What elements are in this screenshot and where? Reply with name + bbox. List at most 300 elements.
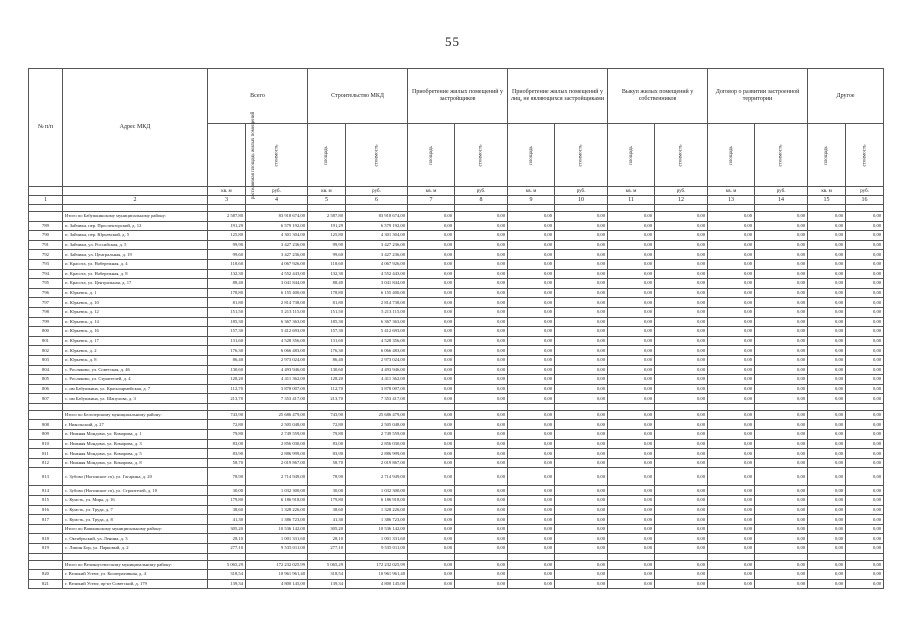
address-cell: п. Юрьевск, д. 10 xyxy=(63,298,208,308)
value-cell: 0,00 xyxy=(808,355,846,365)
value-cell: 0,00 xyxy=(808,458,846,468)
value-cell: 0,00 xyxy=(508,486,555,496)
value-cell: 0,00 xyxy=(755,298,808,308)
value-cell: 0,00 xyxy=(808,394,846,404)
value-cell: 41,30 xyxy=(208,515,246,525)
value-cell: 0,00 xyxy=(755,327,808,337)
column-number-row xyxy=(29,196,884,205)
value-cell: 0,00 xyxy=(408,468,455,486)
value-cell: 0,00 xyxy=(508,394,555,404)
value-cell: 7 353 417,00 xyxy=(246,394,308,404)
unit-area: кв. м xyxy=(408,187,455,196)
value-cell: 0,00 xyxy=(455,221,508,231)
value-cell: 0,00 xyxy=(808,221,846,231)
row-number: 804 xyxy=(29,365,63,375)
table-row xyxy=(29,327,884,337)
value-cell: 0,00 xyxy=(608,449,655,459)
value-cell: 0,00 xyxy=(455,259,508,269)
value-cell: 0,00 xyxy=(755,524,808,534)
value-cell: 0,00 xyxy=(755,420,808,430)
value-cell: 6 155 400,00 xyxy=(246,288,308,298)
address-cell: с. Кумсть, ул. Мира, д. 16 xyxy=(63,496,208,506)
empty-cell xyxy=(555,205,608,212)
value-cell: 0,00 xyxy=(655,560,708,570)
value-cell: 0,00 xyxy=(755,384,808,394)
value-cell: 172 232 025,99 xyxy=(246,560,308,570)
value-cell: 9 535 011,00 xyxy=(346,544,408,554)
value-cell: 0,00 xyxy=(508,375,555,385)
table-row xyxy=(29,458,884,468)
value-cell: 0,00 xyxy=(708,231,755,241)
value-cell: 72,80 xyxy=(208,420,246,430)
value-cell: 0,00 xyxy=(455,375,508,385)
value-cell: 0,00 xyxy=(608,355,655,365)
value-cell: 3 427 236,00 xyxy=(346,250,408,260)
table-row xyxy=(29,259,884,269)
value-cell: 0,00 xyxy=(846,212,884,222)
value-cell: 99,60 xyxy=(308,250,346,260)
unit-money: руб. xyxy=(455,187,508,196)
value-cell: 0,00 xyxy=(655,259,708,269)
value-cell: 0,00 xyxy=(608,288,655,298)
value-cell: 0,00 xyxy=(408,486,455,496)
value-cell: 0,00 xyxy=(508,231,555,241)
value-cell: 0,00 xyxy=(708,439,755,449)
value-cell: 0,00 xyxy=(455,560,508,570)
empty-cell xyxy=(655,553,708,560)
value-cell: 0,00 xyxy=(508,410,555,420)
value-cell: 0,00 xyxy=(508,250,555,260)
value-cell: 0,00 xyxy=(455,365,508,375)
value-cell: 0,00 xyxy=(846,221,884,231)
value-cell: 0,00 xyxy=(655,458,708,468)
value-cell: 4 800 145,00 xyxy=(346,579,408,589)
value-cell: 0,00 xyxy=(608,410,655,420)
header-group-total: Всего xyxy=(208,69,308,124)
value-cell: 0,00 xyxy=(708,365,755,375)
row-number: 810 xyxy=(29,439,63,449)
value-cell: 4 552 443,00 xyxy=(246,269,308,279)
value-cell: 0,00 xyxy=(408,410,455,420)
value-cell: 4 301 304,00 xyxy=(246,231,308,241)
value-cell: 4 067 926,00 xyxy=(346,259,408,269)
empty-cell xyxy=(346,205,408,212)
value-cell: 0,00 xyxy=(555,534,608,544)
value-cell: 4 800 145,00 xyxy=(246,579,308,589)
value-cell: 0,00 xyxy=(755,288,808,298)
value-cell: 0,00 xyxy=(755,365,808,375)
value-cell: 0,00 xyxy=(408,496,455,506)
value-cell: 0,00 xyxy=(808,544,846,554)
value-cell: 318,54 xyxy=(208,570,246,580)
empty-cell xyxy=(508,403,555,410)
value-cell: 0,00 xyxy=(508,560,555,570)
value-cell: 0,00 xyxy=(408,336,455,346)
value-cell: 58,70 xyxy=(308,458,346,468)
value-cell: 3 041 844,00 xyxy=(246,279,308,289)
value-cell: 0,00 xyxy=(408,430,455,440)
value-cell: 0,00 xyxy=(755,534,808,544)
row-number: 816 xyxy=(29,505,63,515)
address-cell: Итого по Великоустюгскому муниципальному району: xyxy=(63,560,208,570)
value-cell: 1 001 331,60 xyxy=(246,534,308,544)
value-cell: 72,80 xyxy=(308,420,346,430)
column-number: 5 xyxy=(308,196,346,205)
value-cell: 0,00 xyxy=(508,468,555,486)
column-number: 10 xyxy=(555,196,608,205)
value-cell: 0,00 xyxy=(408,449,455,459)
value-cell: 112,70 xyxy=(208,384,246,394)
value-cell: 2 856 030,00 xyxy=(346,439,408,449)
value-cell: 0,00 xyxy=(508,269,555,279)
value-cell: 0,00 xyxy=(708,327,755,337)
value-cell: 2 714 949,00 xyxy=(346,468,408,486)
value-cell: 0,00 xyxy=(755,394,808,404)
value-cell: 0,00 xyxy=(846,524,884,534)
value-cell: 118,60 xyxy=(308,259,346,269)
value-cell: 0,00 xyxy=(708,430,755,440)
value-cell: 0,00 xyxy=(755,544,808,554)
empty-cell xyxy=(608,205,655,212)
address-cell: п. Нижняя Мондома, ул. Комарова, д. 1 xyxy=(63,430,208,440)
value-cell: 185,30 xyxy=(308,317,346,327)
table-row xyxy=(29,496,884,506)
value-cell: 5 213 115,00 xyxy=(346,307,408,317)
value-cell: 0,00 xyxy=(408,221,455,231)
value-cell: 3 427 236,00 xyxy=(246,250,308,260)
address-cell: п. Зайчики, ул. Российская, д. 5 xyxy=(63,240,208,250)
empty-cell xyxy=(246,205,308,212)
value-cell: 0,00 xyxy=(755,570,808,580)
value-cell: 86,40 xyxy=(308,355,346,365)
row-number: 798 xyxy=(29,307,63,317)
value-cell: 0,00 xyxy=(555,524,608,534)
value-cell: 0,00 xyxy=(555,544,608,554)
value-cell: 4 301 304,00 xyxy=(346,231,408,241)
value-cell: 0,00 xyxy=(846,579,884,589)
value-cell: 0,00 xyxy=(555,365,608,375)
value-cell: 2 973 024,00 xyxy=(346,355,408,365)
header-group-developers: Приобретение жилых помещений у застройщиков xyxy=(408,69,508,124)
unit-money: руб. xyxy=(655,187,708,196)
value-cell: 0,00 xyxy=(655,250,708,260)
value-cell: 0,00 xyxy=(555,240,608,250)
value-cell: 0,00 xyxy=(408,394,455,404)
value-cell: 0,00 xyxy=(655,317,708,327)
value-cell: 0,00 xyxy=(408,420,455,430)
address-cell: п. Юрьевск, д. 1 xyxy=(63,288,208,298)
value-cell: 0,00 xyxy=(555,327,608,337)
value-cell: 83,90 xyxy=(308,449,346,459)
value-cell: 88,40 xyxy=(208,279,246,289)
value-cell: 6 066 483,00 xyxy=(346,346,408,356)
value-cell: 0,00 xyxy=(555,259,608,269)
value-cell: 0,00 xyxy=(655,288,708,298)
value-cell: 0,00 xyxy=(708,375,755,385)
value-cell: 0,00 xyxy=(608,420,655,430)
value-cell: 0,00 xyxy=(808,449,846,459)
column-number: 2 xyxy=(63,196,208,205)
value-cell: 0,00 xyxy=(708,279,755,289)
value-cell: 0,00 xyxy=(846,544,884,554)
column-number: 12 xyxy=(655,196,708,205)
table-row xyxy=(29,375,884,385)
value-cell: 1 386 723,00 xyxy=(246,515,308,525)
table-row xyxy=(29,449,884,459)
value-cell: 6 155 400,00 xyxy=(346,288,408,298)
empty-cell xyxy=(508,553,555,560)
value-cell: 0,00 xyxy=(808,410,846,420)
subtotal-row xyxy=(29,410,884,420)
value-cell: 0,00 xyxy=(755,307,808,317)
value-cell: 28,10 xyxy=(208,534,246,544)
value-cell: 0,00 xyxy=(808,346,846,356)
value-cell: 157,30 xyxy=(208,327,246,337)
value-cell: 0,00 xyxy=(608,375,655,385)
value-cell: 25 686 479,00 xyxy=(246,410,308,420)
value-cell: 0,00 xyxy=(846,298,884,308)
value-cell: 0,00 xyxy=(608,439,655,449)
value-cell: 0,00 xyxy=(655,449,708,459)
value-cell: 0,00 xyxy=(455,298,508,308)
column-number: 8 xyxy=(455,196,508,205)
address-cell: с. Зубово (Ногинское сп), ул. Строителей, д. 10 xyxy=(63,486,208,496)
header-sub-cost: стоимость xyxy=(755,124,808,187)
value-cell: 0,00 xyxy=(608,534,655,544)
value-cell: 0,00 xyxy=(708,250,755,260)
value-cell: 0,00 xyxy=(846,307,884,317)
value-cell: 0,00 xyxy=(555,505,608,515)
value-cell: 128,20 xyxy=(308,375,346,385)
value-cell: 0,00 xyxy=(708,420,755,430)
value-cell: 172 232 025,99 xyxy=(346,560,408,570)
value-cell: 0,00 xyxy=(655,515,708,525)
value-cell: 2 886 999,00 xyxy=(346,449,408,459)
value-cell: 2 814 738,00 xyxy=(346,298,408,308)
address-cell: п. Нижняя Мондома, ул. Комарова, д. 8 xyxy=(63,458,208,468)
value-cell: 0,00 xyxy=(555,420,608,430)
value-cell: 0,00 xyxy=(508,579,555,589)
value-cell: 0,00 xyxy=(846,458,884,468)
table-row xyxy=(29,336,884,346)
row-number: 806 xyxy=(29,384,63,394)
row-number: 814 xyxy=(29,486,63,496)
value-cell: 83 918 674,00 xyxy=(346,212,408,222)
value-cell: 0,00 xyxy=(608,430,655,440)
column-number: 3 xyxy=(208,196,246,205)
column-number: 1 xyxy=(29,196,63,205)
unit-area: кв. м xyxy=(708,187,755,196)
value-cell: 1 032 300,00 xyxy=(346,486,408,496)
value-cell: 83 918 674,00 xyxy=(246,212,308,222)
value-cell: 0,00 xyxy=(455,515,508,525)
row-number: 821 xyxy=(29,579,63,589)
value-cell: 0,00 xyxy=(608,221,655,231)
value-cell: 0,00 xyxy=(608,327,655,337)
value-cell: 0,00 xyxy=(508,355,555,365)
value-cell: 0,00 xyxy=(846,279,884,289)
value-cell: 0,00 xyxy=(608,259,655,269)
value-cell: 2 973 024,00 xyxy=(246,355,308,365)
value-cell: 99,90 xyxy=(208,240,246,250)
address-cell: п. Юрьевск, д. 14 xyxy=(63,317,208,327)
value-cell: 0,00 xyxy=(808,327,846,337)
housing-table-container xyxy=(28,68,883,589)
header-row-number: № п/п xyxy=(29,69,63,187)
empty-cell xyxy=(63,553,208,560)
row-number xyxy=(29,212,63,222)
value-cell: 0,00 xyxy=(455,336,508,346)
row-number: 807 xyxy=(29,394,63,404)
row-number: 800 xyxy=(29,327,63,337)
empty-cell xyxy=(655,205,708,212)
value-cell: 191,29 xyxy=(308,221,346,231)
value-cell: 0,00 xyxy=(408,570,455,580)
empty-cell xyxy=(846,403,884,410)
value-cell: 151,50 xyxy=(208,307,246,317)
value-cell: 2 587,80 xyxy=(308,212,346,222)
value-cell: 0,00 xyxy=(408,288,455,298)
header-sub-area: площадь xyxy=(508,124,555,187)
row-number: 805 xyxy=(29,375,63,385)
value-cell: 743,90 xyxy=(208,410,246,420)
value-cell: 305,20 xyxy=(208,524,246,534)
value-cell: 0,00 xyxy=(608,524,655,534)
table-row xyxy=(29,420,884,430)
value-cell: 0,00 xyxy=(408,317,455,327)
value-cell: 0,00 xyxy=(708,336,755,346)
value-cell: 0,00 xyxy=(755,496,808,506)
address-cell: п. Зайчики, пер. Юрьевский, д. 5 xyxy=(63,231,208,241)
column-number: 13 xyxy=(708,196,755,205)
value-cell: 0,00 xyxy=(555,570,608,580)
row-number: 802 xyxy=(29,346,63,356)
value-cell: 0,00 xyxy=(455,212,508,222)
value-cell: 0,00 xyxy=(455,346,508,356)
row-number: 812 xyxy=(29,458,63,468)
column-number: 14 xyxy=(755,196,808,205)
value-cell: 0,00 xyxy=(708,560,755,570)
value-cell: 0,00 xyxy=(846,560,884,570)
value-cell: 0,00 xyxy=(655,221,708,231)
value-cell: 4 067 926,00 xyxy=(246,259,308,269)
row-number: 808 xyxy=(29,420,63,430)
value-cell: 0,00 xyxy=(455,279,508,289)
empty-cell xyxy=(63,403,208,410)
empty-cell xyxy=(755,205,808,212)
empty-cell xyxy=(29,403,63,410)
header-group-construction: Строительство МКД xyxy=(308,69,408,124)
table-row xyxy=(29,505,884,515)
value-cell: 0,00 xyxy=(655,298,708,308)
empty-cell xyxy=(308,553,346,560)
value-cell: 0,00 xyxy=(755,449,808,459)
empty-cell xyxy=(455,403,508,410)
value-cell: 0,00 xyxy=(655,410,708,420)
empty-cell xyxy=(408,403,455,410)
value-cell: 0,00 xyxy=(555,458,608,468)
header-group-buyout: Выкуп жилых помещений у собственников xyxy=(608,69,708,124)
value-cell: 0,00 xyxy=(455,524,508,534)
value-cell: 139,34 xyxy=(308,579,346,589)
value-cell: 0,00 xyxy=(846,346,884,356)
value-cell: 0,00 xyxy=(755,579,808,589)
value-cell: 0,00 xyxy=(708,298,755,308)
value-cell: 0,00 xyxy=(455,355,508,365)
value-cell: 0,00 xyxy=(846,420,884,430)
value-cell: 0,00 xyxy=(508,458,555,468)
value-cell: 0,00 xyxy=(455,394,508,404)
value-cell: 0,00 xyxy=(808,468,846,486)
value-cell: 125,80 xyxy=(208,231,246,241)
value-cell: 0,00 xyxy=(755,269,808,279)
header-sub-cost: стоимость xyxy=(246,124,308,187)
value-cell: 0,00 xyxy=(408,560,455,570)
value-cell: 0,00 xyxy=(408,346,455,356)
row-number: 794 xyxy=(29,269,63,279)
row-number: 819 xyxy=(29,544,63,554)
address-cell: с. им Бабушкина, ул. Красноармейская, д. 7 xyxy=(63,384,208,394)
value-cell: 0,00 xyxy=(608,240,655,250)
column-number: 15 xyxy=(808,196,846,205)
value-cell: 157,30 xyxy=(308,327,346,337)
table-row xyxy=(29,240,884,250)
value-cell: 0,00 xyxy=(508,327,555,337)
value-cell: 0,00 xyxy=(708,524,755,534)
empty-cell xyxy=(555,553,608,560)
table-row xyxy=(29,570,884,580)
value-cell: 2 505 048,00 xyxy=(246,420,308,430)
value-cell: 1 328 226,00 xyxy=(246,505,308,515)
value-cell: 0,00 xyxy=(608,317,655,327)
value-cell: 0,00 xyxy=(755,240,808,250)
value-cell: 0,00 xyxy=(655,240,708,250)
address-cell: с. Октябрьский, ул. Ленина, д. 3 xyxy=(63,534,208,544)
value-cell: 0,00 xyxy=(846,317,884,327)
value-cell: 79,80 xyxy=(208,430,246,440)
value-cell: 28,10 xyxy=(308,534,346,544)
value-cell: 0,00 xyxy=(846,231,884,241)
header-sub-area-total: расселяемая площадь жилых помещений xyxy=(208,124,246,187)
value-cell: 128,20 xyxy=(208,375,246,385)
value-cell: 0,00 xyxy=(755,458,808,468)
row-number: 815 xyxy=(29,496,63,506)
value-cell: 0,00 xyxy=(708,212,755,222)
value-cell: 0,00 xyxy=(555,250,608,260)
table-row xyxy=(29,250,884,260)
value-cell: 0,00 xyxy=(455,544,508,554)
value-cell: 0,00 xyxy=(408,355,455,365)
row-number xyxy=(29,410,63,420)
value-cell: 0,00 xyxy=(408,524,455,534)
value-cell: 0,00 xyxy=(455,288,508,298)
value-cell: 0,00 xyxy=(755,212,808,222)
value-cell: 0,00 xyxy=(708,394,755,404)
unit-cell xyxy=(63,187,208,196)
table-body xyxy=(29,205,884,589)
value-cell: 0,00 xyxy=(555,355,608,365)
value-cell: 0,00 xyxy=(755,505,808,515)
value-cell: 0,00 xyxy=(408,384,455,394)
empty-cell xyxy=(808,553,846,560)
value-cell: 0,00 xyxy=(846,468,884,486)
value-cell: 79,80 xyxy=(308,430,346,440)
address-cell: г. Великий Устюг, ул. Кооперативная, д. 4 xyxy=(63,570,208,580)
value-cell: 179,80 xyxy=(208,496,246,506)
value-cell: 0,00 xyxy=(755,515,808,525)
empty-cell xyxy=(808,205,846,212)
value-cell: 0,00 xyxy=(655,394,708,404)
